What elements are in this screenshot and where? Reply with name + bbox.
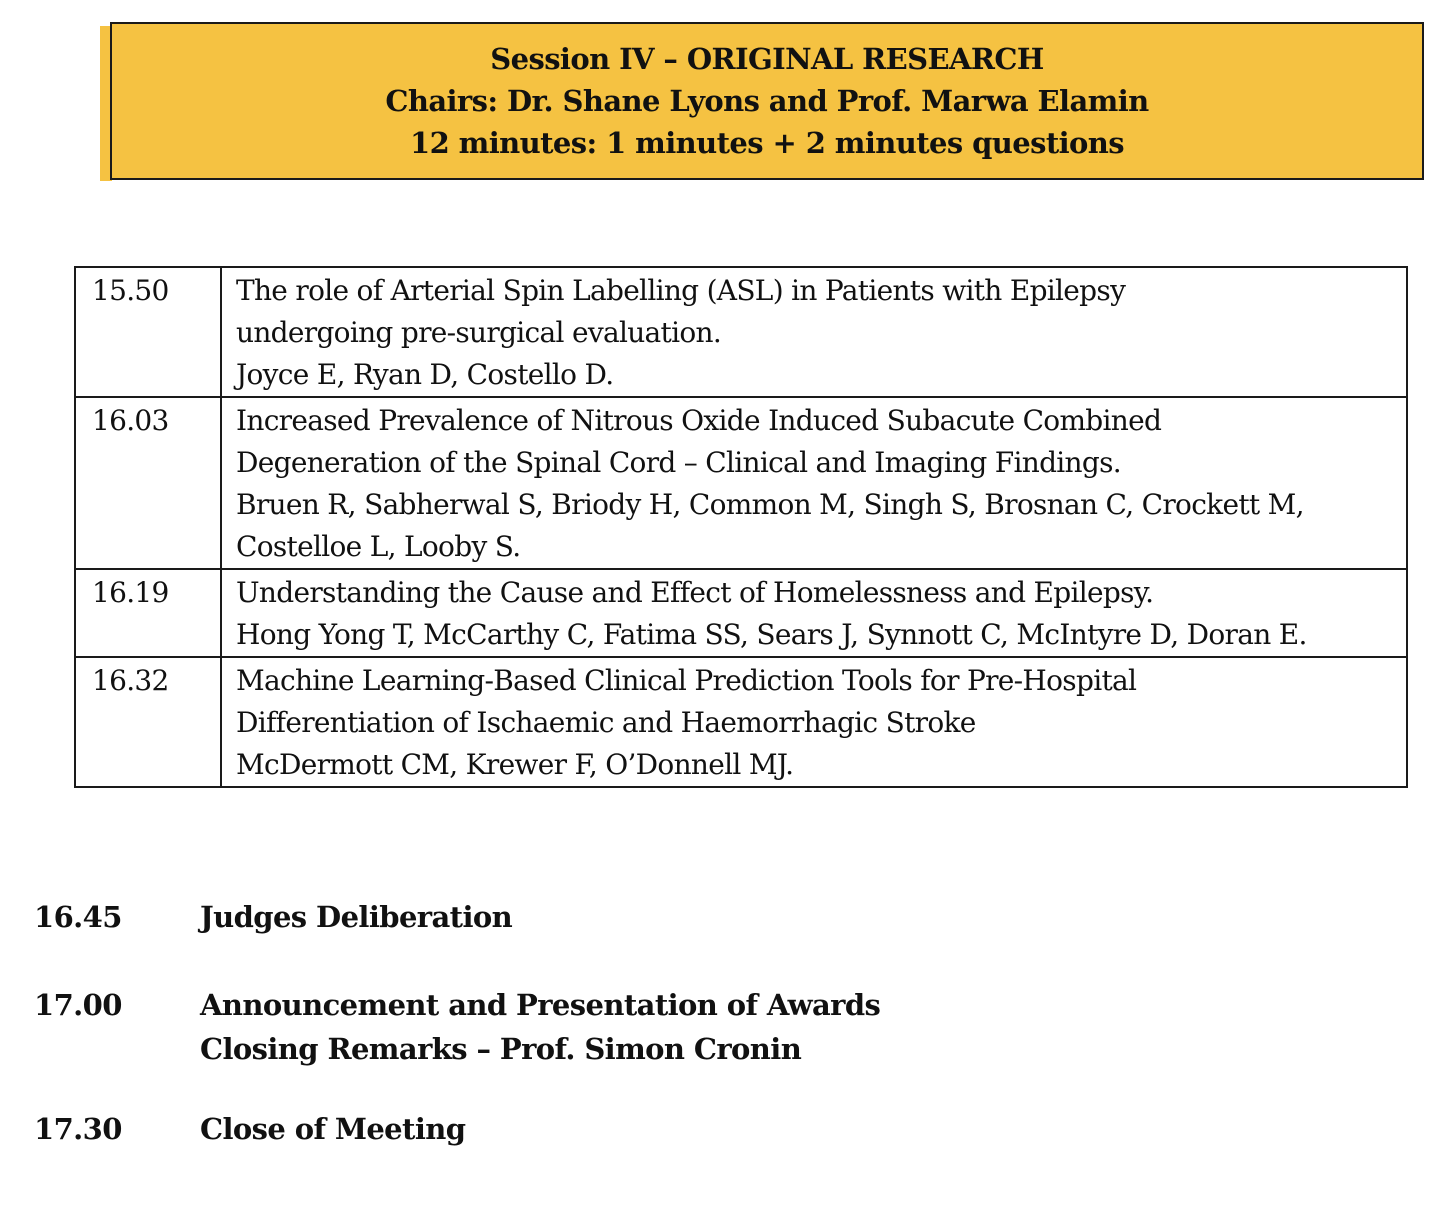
schedule-label: Announcement and Presentation of Awards <box>200 988 881 1022</box>
schedule-description <box>200 983 880 1071</box>
talk-time: 15.50 <box>75 267 221 397</box>
talk-title-line: Machine Learning-Based Clinical Prediction Tools for Pre-Hospital <box>236 664 1137 697</box>
schedule-time: 16.45 <box>34 900 122 934</box>
talk-details <box>221 397 1407 569</box>
table-row <box>75 397 1407 569</box>
talk-time: 16.03 <box>75 397 221 569</box>
talk-title-line: Understanding the Cause and Effect of Homelessness and Epilepsy. <box>236 576 1154 609</box>
talk-title-line: Differentiation of Ischaemic and Haemorrhagic Stroke <box>236 706 976 739</box>
table-row <box>75 267 1407 397</box>
schedule-label: Judges Deliberation <box>200 900 513 934</box>
schedule-label: Closing Remarks – Prof. Simon Cronin <box>200 1032 802 1066</box>
talk-time: 16.32 <box>75 657 221 787</box>
talk-authors: McDermott CM, Krewer F, O’Donnell MJ. <box>236 748 794 781</box>
talk-title-line: Increased Prevalence of Nitrous Oxide Induced Subacute Combined <box>236 404 1162 437</box>
talk-authors: Costelloe L, Looby S. <box>236 530 521 563</box>
talk-details <box>221 569 1407 657</box>
talks-table <box>74 266 1408 788</box>
schedule-time: 17.00 <box>34 988 122 1022</box>
session-chairs: Chairs: Dr. Shane Lyons and Prof. Marwa Elamin <box>385 84 1149 118</box>
session-header-banner <box>110 22 1424 180</box>
table-row <box>75 657 1407 787</box>
session-title: Session IV – ORIGINAL RESEARCH <box>490 42 1044 76</box>
table-row <box>75 569 1407 657</box>
talk-title-line: undergoing pre-surgical evaluation. <box>236 316 722 349</box>
talk-details <box>221 267 1407 397</box>
schedule-description <box>200 1107 465 1151</box>
talk-authors: Hong Yong T, McCarthy C, Fatima SS, Sears J, Synnott C, McIntyre D, Doran E. <box>236 618 1307 651</box>
talk-time: 16.19 <box>75 569 221 657</box>
schedule-description <box>200 895 512 939</box>
schedule-time: 17.30 <box>34 1112 122 1146</box>
talk-title-line: Degeneration of the Spinal Cord – Clinical and Imaging Findings. <box>236 446 1121 479</box>
talk-details <box>221 657 1407 787</box>
talk-authors: Joyce E, Ryan D, Costello D. <box>236 358 614 391</box>
session-format: 12 minutes: 1 minutes + 2 minutes questions <box>409 126 1125 160</box>
schedule-label: Close of Meeting <box>200 1112 466 1146</box>
talk-title-line: The role of Arterial Spin Labelling (ASL) in Patients with Epilepsy <box>236 274 1126 307</box>
talk-authors: Bruen R, Sabherwal S, Briody H, Common M, Singh S, Brosnan C, Crockett M, <box>236 488 1304 521</box>
